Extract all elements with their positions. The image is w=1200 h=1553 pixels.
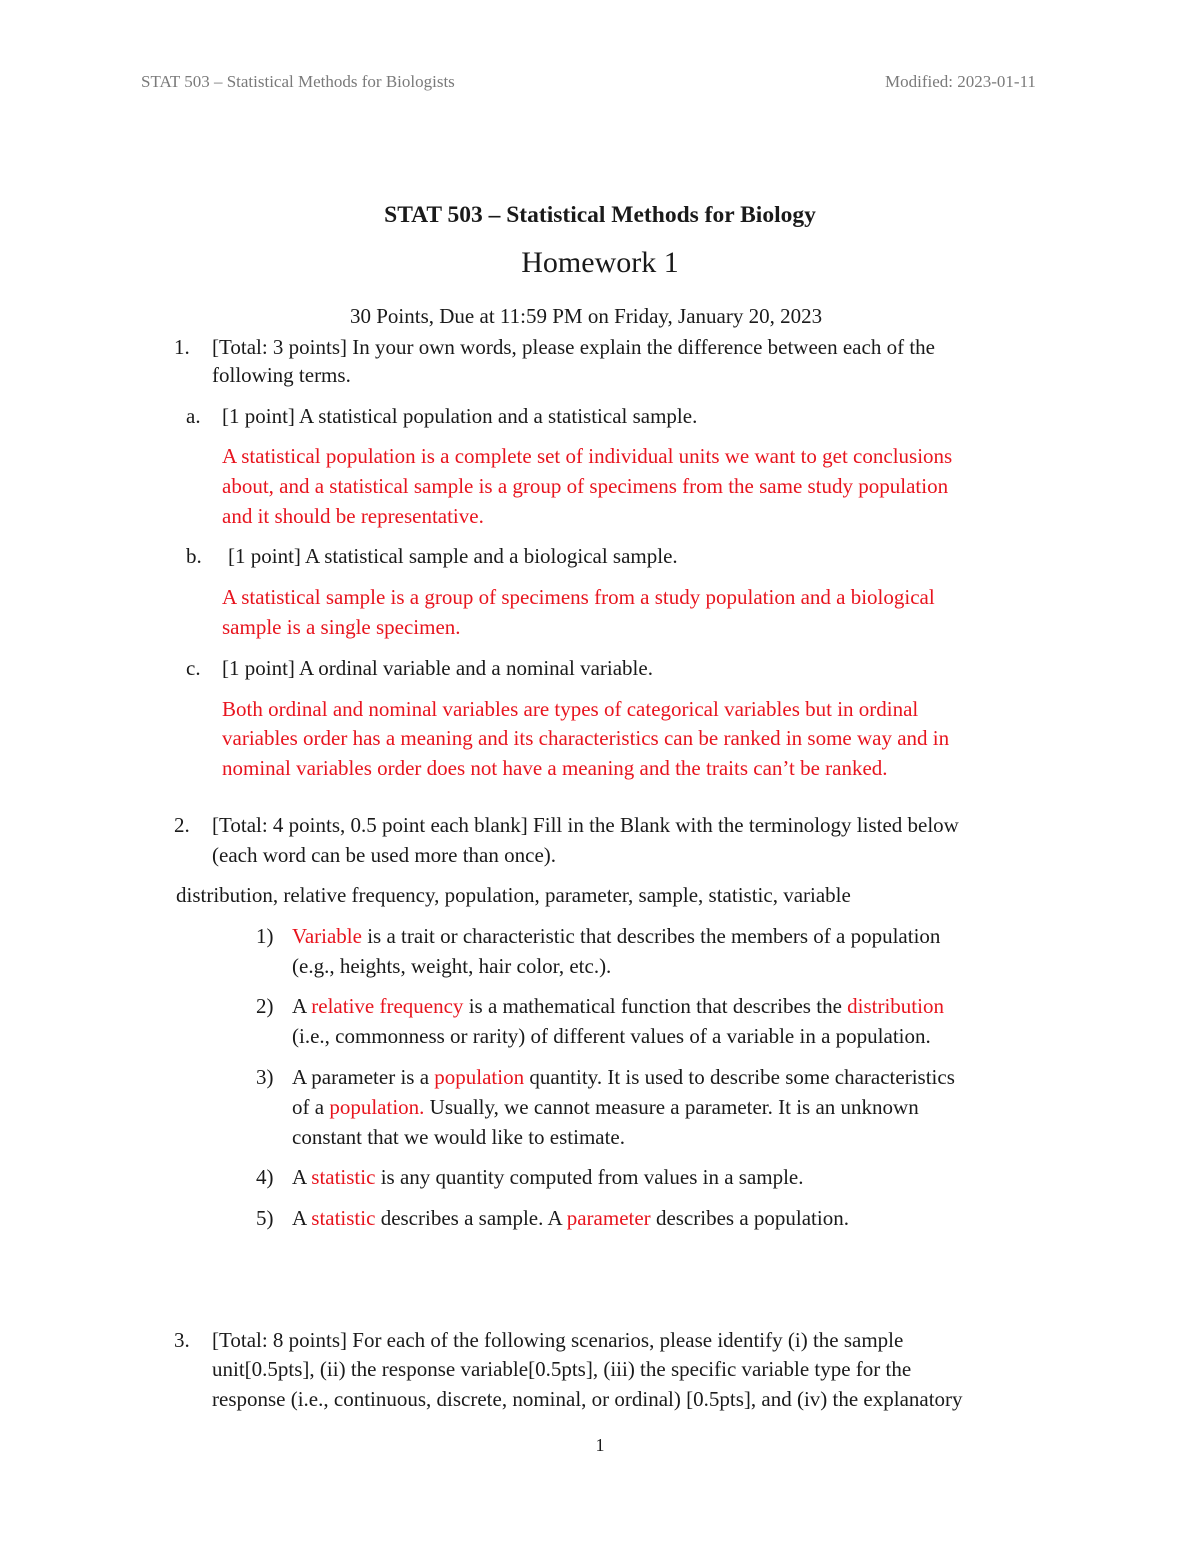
answer-text: Both ordinal and nominal variables are types of categorical variables but in ordinal	[222, 697, 919, 721]
question-text: [Total: 3 points] In your own words, please explain the difference between each of the	[212, 335, 935, 359]
item-text: A	[292, 1165, 312, 1189]
due-line: 30 Points, Due at 11:59 PM on Friday, January 20, 2023	[350, 304, 823, 328]
list-item-continuation	[292, 1092, 919, 1122]
subquestion-text: [1 point] A statistical sample and a biological sample.	[228, 544, 678, 568]
term-list: distribution, relative frequency, population, parameter, sample, statistic, variable	[176, 883, 851, 907]
item-text: quantity. It is used to describe some characteristics	[524, 1065, 955, 1089]
answer-text: nominal variables order does not have a meaning and the traits can’t be ranked.	[222, 756, 888, 780]
answer-text: about, and a statistical sample is a group of specimens from the same study population	[222, 474, 949, 498]
list-item	[292, 1203, 849, 1233]
item-text: of a	[292, 1095, 330, 1119]
list-item-number: 2)	[256, 994, 274, 1018]
question-text: unit[0.5pts], (ii) the response variable[0.5pts], (iii) the specific variable type for the	[212, 1357, 912, 1381]
answer-text: sample is a single specimen.	[222, 615, 461, 639]
item-text: A	[292, 994, 312, 1018]
question-text: response (i.e., continuous, discrete, nominal, or ordinal) [0.5pts], and (iv) the explanatory	[212, 1387, 963, 1411]
list-item-number: 4)	[256, 1165, 274, 1189]
question-text: [Total: 4 points, 0.5 point each blank] Fill in the Blank with the terminology listed below	[212, 813, 959, 837]
running-header-left: STAT 503 – Statistical Methods for Biologists	[141, 72, 455, 91]
blank-answer: Variable	[292, 924, 362, 948]
subquestion-label: c.	[186, 656, 201, 680]
blank-answer: statistic	[311, 1165, 376, 1189]
item-text: A	[292, 1206, 312, 1230]
list-item-continuation: (e.g., heights, weight, hair color, etc.).	[292, 954, 612, 978]
list-item-number: 1)	[256, 924, 274, 948]
item-text: describes a sample. A	[375, 1206, 567, 1230]
question-text: (each word can be used more than once).	[212, 843, 557, 867]
list-item	[292, 1162, 804, 1192]
list-item-number: 5)	[256, 1206, 274, 1230]
answer-text: A statistical sample is a group of specimens from a study population and a biological	[222, 585, 935, 609]
question-number: 3.	[174, 1328, 190, 1352]
blank-answer: relative frequency	[311, 994, 464, 1018]
question-text: [Total: 8 points] For each of the following scenarios, please identify (i) the sample	[212, 1328, 904, 1352]
answer-text: A statistical population is a complete set of individual units we want to get conclusions	[222, 444, 953, 468]
blank-answer: statistic	[311, 1206, 376, 1230]
blank-answer: parameter	[566, 1206, 651, 1230]
subquestion-label: a.	[186, 404, 201, 428]
item-text: is any quantity computed from values in a sample.	[375, 1165, 804, 1189]
running-header-date: Modified: 2023-01-11	[885, 72, 1036, 91]
blank-answer: population.	[329, 1095, 425, 1119]
item-text: describes a population.	[650, 1206, 849, 1230]
document-title: STAT 503 – Statistical Methods for Biology	[384, 202, 816, 228]
item-text: is a trait or characteristic that describes the members of a population	[361, 924, 941, 948]
list-item	[292, 1062, 955, 1092]
blank-answer: population	[434, 1065, 525, 1089]
item-text: Usually, we cannot measure a parameter. It is an unknown	[424, 1095, 919, 1119]
answer-text: variables order has a meaning and its characteristics can be ranked in some way and in	[222, 726, 950, 750]
list-item-continuation: constant that we would like to estimate.	[292, 1125, 626, 1149]
list-item-continuation: (i.e., commonness or rarity) of different values of a variable in a population.	[292, 1024, 931, 1048]
blank-answer: distribution	[847, 994, 944, 1018]
subquestion-text: [1 point] A ordinal variable and a nominal variable.	[222, 656, 653, 680]
question-text: following terms.	[212, 363, 351, 387]
question-number: 1.	[174, 335, 190, 359]
subquestion-label: b.	[186, 544, 202, 568]
subquestion-text: [1 point] A statistical population and a statistical sample.	[222, 404, 698, 428]
answer-text: and it should be representative.	[222, 504, 484, 528]
list-item-number: 3)	[256, 1065, 274, 1089]
document-subtitle: Homework 1	[521, 246, 679, 279]
list-item	[292, 921, 940, 951]
item-text: is a mathematical function that describes the	[463, 994, 848, 1018]
item-text: A parameter is a	[292, 1065, 435, 1089]
question-number: 2.	[174, 813, 190, 837]
list-item	[292, 991, 944, 1021]
page-number: 1	[595, 1435, 605, 1455]
